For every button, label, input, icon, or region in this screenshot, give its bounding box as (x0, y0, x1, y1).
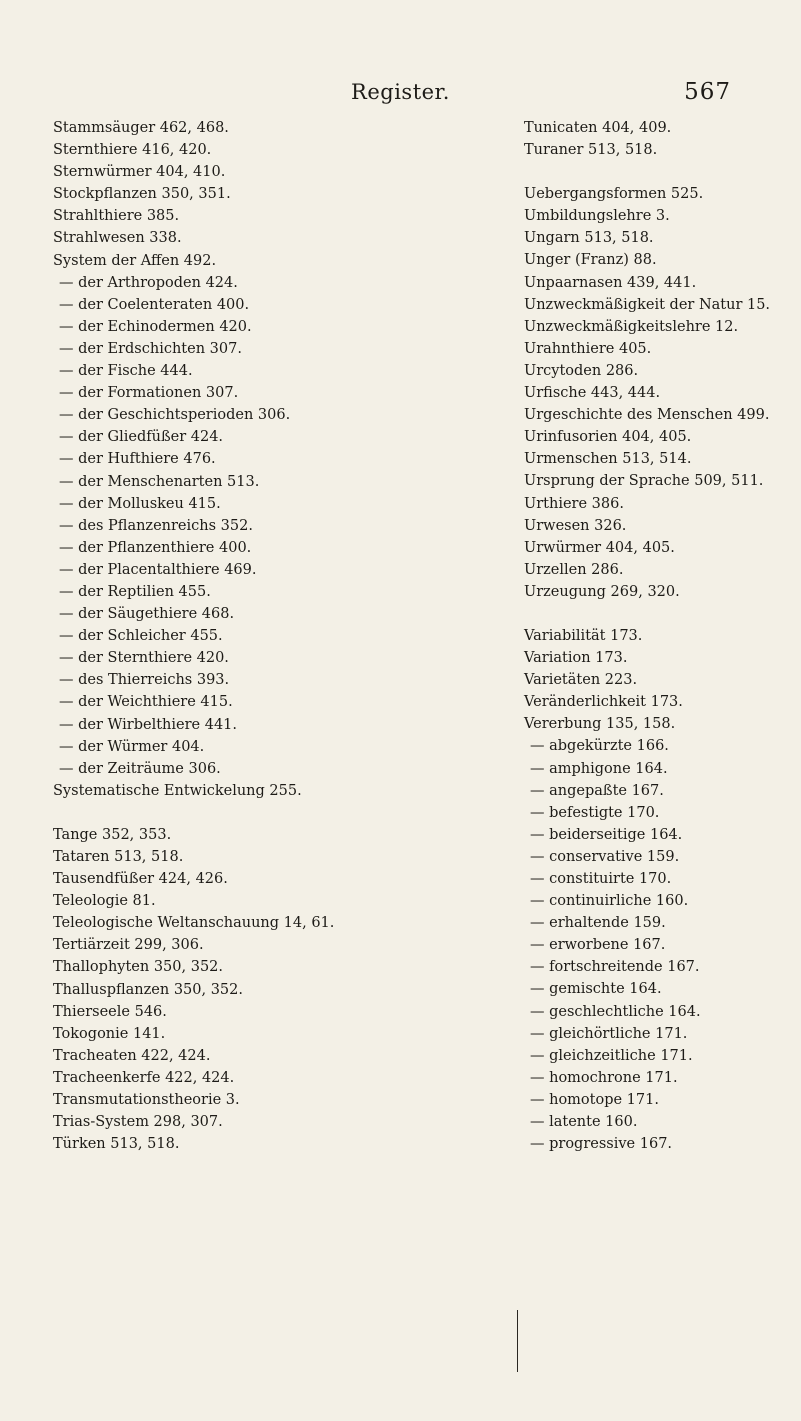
index-subentry: — der Wirbelthiere 441. (59, 716, 238, 733)
index-subentry: — der Placentalthiere 469. (59, 561, 257, 578)
index-entry: Sternthiere 416, 420. (53, 142, 212, 159)
index-subentry: — progressive 167. (530, 1136, 673, 1153)
index-subentry: — der Formationen 307. (59, 385, 239, 402)
index-entry: Turaner 513, 518. (524, 142, 658, 159)
index-subentry: — homochrone 171. (530, 1069, 678, 1086)
index-entry: Tracheaten 422, 424. (53, 1047, 211, 1064)
index-subentry: — gleichzeitliche 171. (530, 1047, 693, 1064)
index-entry: Tunicaten 404, 409. (524, 120, 672, 136)
index-entry: Thallophyten 350, 352. (53, 959, 224, 976)
index-entry: Strahlthiere 385. (53, 208, 180, 225)
index-entry: Variabilität 173. (524, 627, 643, 644)
index-subentry: — der Echinodermen 420. (59, 318, 252, 335)
index-subentry: — der Sternthiere 420. (59, 650, 229, 667)
index-entry: Umbildungslehre 3. (524, 208, 670, 225)
index-subentry: — geschlechtliche 164. (530, 1003, 701, 1020)
index-column-right (524, 117, 784, 1155)
index-subentry: — der Pflanzenthiere 400. (59, 539, 252, 556)
index-subentry: — der Säugethiere 468. (59, 606, 235, 623)
index-entry: Sternwürmer 404, 410. (53, 164, 226, 181)
index-subentry: — der Menschenarten 513. (59, 473, 260, 490)
index-entry: Tataren 513, 518. (53, 849, 184, 865)
index-entry: Stammsäuger 462, 468. (53, 120, 229, 136)
index-entry: Urthiere 386. (524, 495, 624, 512)
index-entry: Türken 513, 518. (53, 1136, 180, 1153)
index-entry: Tange 352, 353. (53, 826, 172, 843)
index-entry: Urinfusorien 404, 405. (524, 429, 692, 446)
index-entry: Teleologie 81. (53, 893, 156, 910)
index-entry: Urmenschen 513, 514. (524, 451, 692, 468)
index-subentry: — angepaßte 167. (530, 782, 664, 799)
index-subentry: — conservative 159. (530, 848, 680, 865)
index-subentry: — fortschreitende 167. (530, 959, 700, 976)
index-column-left (53, 117, 493, 1155)
index-entry: Urahnthiere 405. (524, 340, 652, 357)
index-subentry: — des Pflanzenreichs 352. (59, 517, 253, 534)
index-entry: Urfische 443, 444. (524, 385, 661, 402)
index-subentry: — der Molluskeu 415. (59, 495, 221, 512)
index-subentry: — amphigone 164. (530, 760, 668, 777)
index-entry: Variation 173. (524, 650, 628, 667)
index-entry: Varietäten 223. (524, 672, 638, 689)
index-subentry: — homotope 171. (530, 1091, 659, 1108)
index-entry: Thierseele 546. (53, 1003, 167, 1020)
index-entry: Transmutationstheorie 3. (53, 1092, 240, 1109)
index-subentry: — der Hufthiere 476. (59, 451, 216, 468)
index-entry: Ursprung der Sprache 509, 511. (524, 473, 764, 490)
index-subentry: — der Weichthiere 415. (59, 694, 233, 711)
index-subentry: — der Würmer 404. (59, 738, 205, 755)
section-gap (524, 603, 784, 625)
index-subentry: — erworbene 167. (530, 937, 666, 954)
index-entry: Urcytoden 286. (524, 362, 639, 379)
index-entry: Urwürmer 404, 405. (524, 539, 675, 556)
index-entry: Unger (Franz) 88. (524, 252, 657, 269)
index-subentry: — der Erdschichten 307. (59, 340, 242, 357)
index-entry: Systematische Entwickelung 255. (53, 782, 302, 799)
index-subentry: — der Geschichtsperioden 306. (59, 407, 291, 424)
index-entry: Unzweckmäßigkeitslehre 12. (524, 318, 739, 335)
index-subentry: — des Thierreichs 393. (59, 672, 230, 689)
index-entry: Vererbung 135, 158. (524, 716, 676, 733)
index-entry: Urwesen 326. (524, 517, 627, 534)
running-title: Register. (351, 80, 450, 104)
index-entry: Trias-System 298, 307. (53, 1114, 223, 1131)
index-subentry: — erhaltende 159. (530, 915, 666, 932)
index-subentry: — abgekürzte 166. (530, 738, 669, 755)
index-entry: Urzellen 286. (524, 561, 624, 578)
index-entry: System der Affen 492. (53, 252, 217, 269)
index-subentry: — der Reptilien 455. (59, 583, 211, 600)
index-subentry: — gemischte 164. (530, 981, 662, 998)
index-entry: Tausendfüßer 424, 426. (53, 871, 228, 888)
page-number: 567 (684, 79, 731, 105)
index-entry: Ungarn 513, 518. (524, 230, 654, 247)
index-entry: Tokogonie 141. (53, 1025, 166, 1042)
index-subentry: — beiderseitige 164. (530, 826, 683, 843)
index-subentry: — continuirliche 160. (530, 893, 689, 910)
index-subentry: — gleichörtliche 171. (530, 1025, 688, 1042)
section-gap (53, 802, 493, 824)
index-entry: Tertiärzeit 299, 306. (53, 937, 204, 954)
column-divider-rule (517, 1310, 518, 1372)
index-entry: Veränderlichkeit 173. (524, 694, 683, 711)
index-subentry: — der Schleicher 455. (59, 628, 223, 645)
index-entry: Tracheenkerfe 422, 424. (53, 1069, 235, 1086)
index-subentry: — latente 160. (530, 1114, 638, 1131)
index-entry: Thalluspflanzen 350, 352. (53, 981, 243, 998)
index-entry: Urgeschichte des Menschen 499. (524, 407, 770, 424)
index-entry: Urzeugung 269, 320. (524, 583, 680, 600)
index-entry: Strahlwesen 338. (53, 230, 182, 247)
index-entry: Unzweckmäßigkeit der Natur 15. (524, 296, 771, 313)
index-subentry: — der Fische 444. (59, 363, 193, 380)
index-subentry: — der Gliedfüßer 424. (59, 429, 224, 446)
index-entry: Unpaarnasen 439, 441. (524, 274, 697, 291)
index-subentry: — der Arthropoden 424. (59, 274, 238, 291)
index-subentry: — constituirte 170. (530, 871, 672, 887)
index-entry: Stockpflanzen 350, 351. (53, 186, 231, 203)
index-subentry: — der Coelenteraten 400. (59, 296, 250, 313)
section-gap (524, 161, 784, 183)
index-subentry: — der Zeiträume 306. (59, 760, 221, 777)
index-subentry: — befestigte 170. (530, 804, 660, 821)
index-entry: Teleologische Weltanschauung 14, 61. (53, 915, 335, 932)
index-entry: Uebergangsformen 525. (524, 186, 704, 203)
